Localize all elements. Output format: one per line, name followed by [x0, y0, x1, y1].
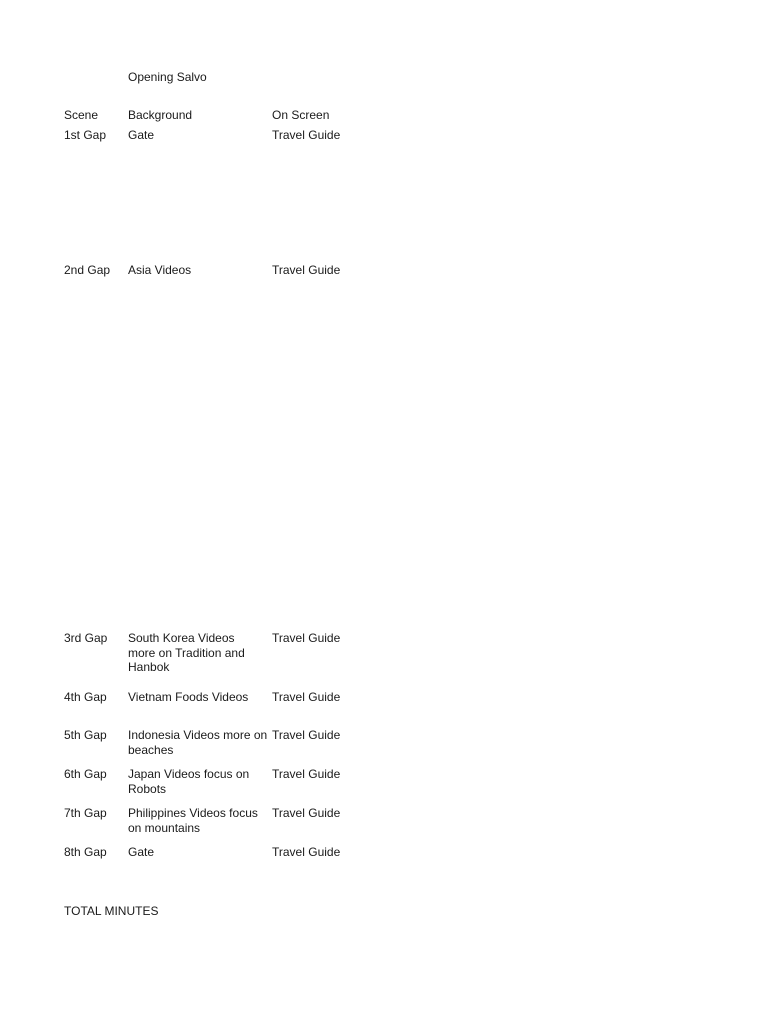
background-cell: Asia Videos	[128, 263, 192, 277]
background-cell: Gate	[128, 845, 155, 859]
background-cell: South Korea Videos more on Tradition and Hanbok	[128, 631, 245, 674]
document-title: Opening Salvo	[128, 70, 207, 84]
on-screen-cell: Travel Guide	[272, 728, 341, 742]
on-screen-cell: Travel Guide	[272, 263, 341, 277]
on-screen-cell: Travel Guide	[272, 845, 341, 859]
background-cell: Japan Videos focus on Robots	[128, 767, 250, 796]
on-screen-cell: Travel Guide	[272, 806, 341, 820]
scene-cell: 5th Gap	[64, 728, 107, 742]
background-cell: Indonesia Videos more on beaches	[128, 728, 268, 757]
on-screen-cell: Travel Guide	[272, 690, 341, 704]
scene-cell: 1st Gap	[64, 128, 107, 142]
background-cell: Philippines Videos focus on mountains	[128, 806, 258, 835]
scene-cell: 7th Gap	[64, 806, 107, 820]
scene-cell: 2nd Gap	[64, 263, 111, 277]
total-minutes-label: TOTAL MINUTES	[64, 904, 159, 918]
header-background: Background	[128, 108, 193, 122]
header-on-screen: On Screen	[272, 108, 330, 122]
scene-cell: 6th Gap	[64, 767, 107, 781]
on-screen-cell: Travel Guide	[272, 631, 341, 645]
background-cell: Gate	[128, 128, 155, 142]
scene-cell: 4th Gap	[64, 690, 107, 704]
background-cell: Vietnam Foods Videos	[128, 690, 249, 704]
on-screen-cell: Travel Guide	[272, 128, 341, 142]
scene-cell: 3rd Gap	[64, 631, 108, 645]
scene-cell: 8th Gap	[64, 845, 107, 859]
header-scene: Scene	[64, 108, 99, 122]
on-screen-cell: Travel Guide	[272, 767, 341, 781]
